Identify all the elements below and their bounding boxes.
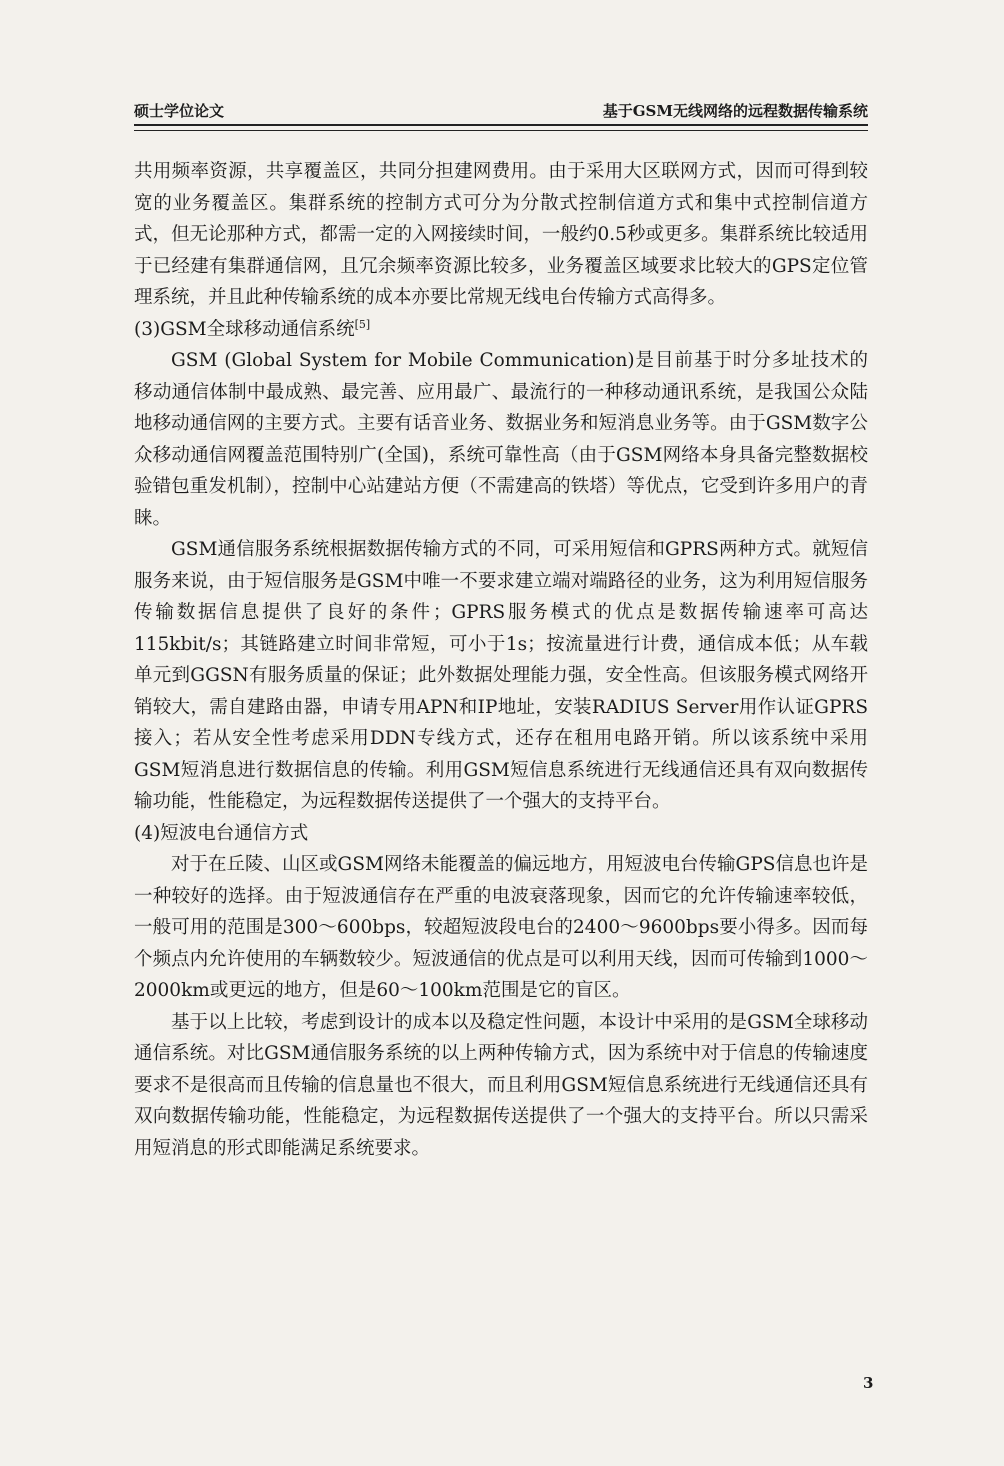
- section-heading-gsm: [134, 314, 868, 346]
- section-heading-shortwave: (4)短波电台通信方式: [134, 822, 309, 844]
- page-number: 3: [863, 1374, 874, 1392]
- paragraph-gsm-intro: GSM (Global System for Mobile Communication)是目前基于时分多址技术的移动通信体制中最成熟、最完善、应用最广、最流行的一种移动通讯系统，是我国公众陆地移动通信网的主要方式。主要有话音业务、数据业务和短消息业务等。由于GSM数字公众移动通信网覆盖范围特别广(全国)，系统可靠性高（由于GSM网络本身具备完整数据校验错包重发机制），控制中心站建站方便（不需建高的铁塔）等优点，它受到许多用户的青睐。: [134, 350, 868, 529]
- header-thesis-type: 硕士学位论文: [134, 102, 225, 120]
- paragraph-shortwave: 对于在丘陵、山区或GSM网络未能覆盖的偏远地方，用短波电台传输GPS信息也许是一种较好的选择。由于短波通信存在严重的电波衰落现象，因而它的允许传输速率较低，一般可用的范围是300～600bps，较超短波段电台的2400～9600bps要小得多。因而每个频点内允许使用的车辆数较少。短波通信的优点是可以利用天线，因而可传输到1000～2000km或更远的地方，但是60～100km范围是它的盲区。: [134, 854, 868, 1001]
- paragraph-trunking-continued: 共用频率资源，共享覆盖区，共同分担建网费用。由于采用大区联网方式，因而可得到较宽的业务覆盖区。集群系统的控制方式可分为分散式控制信道方式和集中式控制信道方式，但无论那种方式，都需一定的入网接续时间，一般约0.5秒或更多。集群系统比较适用于已经建有集群通信网，且冗余频率资源比较多，业务覆盖区域要求比较大的GPS定位管理系统，并且此种传输系统的成本亦要比常规无线电台传输方式高得多。: [134, 161, 868, 308]
- page-body: [134, 156, 868, 1164]
- header-thesis-title: 基于GSM无线网络的远程数据传输系统: [602, 102, 868, 120]
- paragraph-conclusion: 基于以上比较，考虑到设计的成本以及稳定性问题，本设计中采用的是GSM全球移动通信系统。对比GSM通信服务系统的以上两种传输方式，因为系统中对于信息的传输速度要求不是很高而且传输的信息量也不很大，而且利用GSM短信息系统进行无线通信还具有双向数据传输功能，性能稳定，为远程数据传送提供了一个强大的支持平台。所以只需采用短消息的形式即能满足系统要求。: [134, 1011, 868, 1159]
- header-divider: [134, 130, 868, 131]
- paragraph-gsm-services: GSM通信服务系统根据数据传输方式的不同，可采用短信和GPRS两种方式。就短信服务来说，由于短信服务是GSM中唯一不要求建立端对端路径的业务，这为利用短信服务传输数据信息提供了良好的条件；GPRS服务模式的优点是数据传输速率可高达115kbit/s；其链路建立时间非常短，可小于1s；按流量进行计费，通信成本低；从车载单元到GGSN有服务质量的保证；此外数据处理能力强，安全性高。但该服务模式网络开销较大，需自建路由器，申请专用APN和IP地址，安装RADIUS Server用作认证GPRS接入；若从安全性考虑采用DDN专线方式，还存在租用电路开销。所以该系统中采用GSM短消息进行数据信息的传输。利用GSM短信息系统进行无线通信还具有双向数据传输功能，性能稳定，为远程数据传送提供了一个强大的支持平台。: [134, 539, 868, 812]
- citation-ref: [5]: [354, 317, 371, 331]
- page-header: [134, 98, 868, 126]
- section-heading-gsm-text: (3)GSM全球移动通信系统: [134, 318, 355, 340]
